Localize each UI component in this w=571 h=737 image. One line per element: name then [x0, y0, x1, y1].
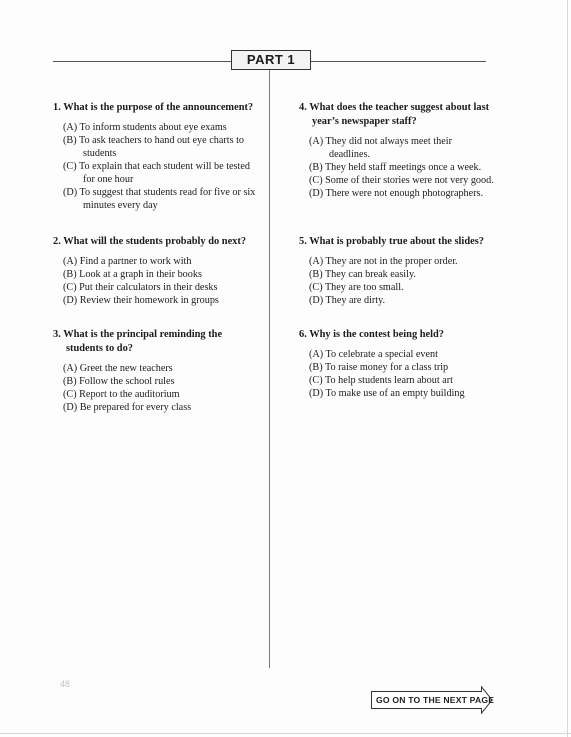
- answer-option-c: (C) To help students learn about art: [309, 375, 453, 386]
- page-number: 48: [60, 679, 71, 689]
- question-1: [53, 101, 258, 212]
- header-rule-right: [311, 61, 486, 62]
- answer-option-a: (A) To celebrate a special event: [309, 349, 438, 360]
- question-title: 4. What does the teacher suggest about last year’s newspaper staff?: [299, 102, 490, 127]
- question-4: [299, 101, 499, 200]
- column-divider: [269, 70, 270, 668]
- answer-option-a: (A) Greet the new teachers: [63, 363, 173, 374]
- answer-option-d: (D) There were not enough photographers.: [309, 188, 484, 199]
- page-edge: [0, 733, 571, 734]
- answer-option-a: (A) They did not always meet their deadlines.: [309, 136, 452, 160]
- question-title: 6. Why is the contest being held?: [299, 329, 445, 340]
- question-6: [299, 328, 499, 400]
- answer-option-c: (C) To explain that each student will be tested for one hour: [63, 161, 250, 185]
- answer-option-d: (D) To suggest that students read for five or six minutes every day: [63, 187, 256, 211]
- next-page-arrow: [371, 686, 493, 714]
- answer-option-c: (C) Put their calculators in their desks: [63, 282, 218, 293]
- answer-option-c: (C) They are too small.: [309, 282, 404, 293]
- answer-option-b: (B) Follow the school rules: [63, 376, 175, 387]
- part-heading: PART 1: [231, 50, 311, 70]
- question-5: [299, 235, 499, 307]
- page-edge: [567, 0, 568, 737]
- question-2: [53, 235, 258, 307]
- answer-option-c: (C) Some of their stories were not very good.: [309, 175, 494, 186]
- answer-option-a: (A) Find a partner to work with: [63, 256, 192, 267]
- question-title: 3. What is the principal reminding the students to do?: [53, 329, 223, 354]
- question-title: 2. What will the students probably do next?: [53, 236, 247, 247]
- answer-option-d: (D) Be prepared for every class: [63, 402, 192, 413]
- answer-option-b: (B) They can break easily.: [309, 269, 416, 280]
- question-title: 1. What is the purpose of the announcement?: [53, 102, 254, 113]
- answer-option-c: (C) Report to the auditorium: [63, 389, 180, 400]
- answer-option-b: (B) To ask teachers to hand out eye charts to students: [63, 135, 245, 159]
- answer-option-d: (D) To make use of an empty building: [309, 388, 465, 399]
- answer-option-b: (B) Look at a graph in their books: [63, 269, 202, 280]
- answer-option-a: (A) To inform students about eye exams: [63, 122, 227, 133]
- next-page-label: GO ON TO THE NEXT PAGE: [376, 695, 495, 705]
- question-title: 5. What is probably true about the slides?: [299, 236, 484, 247]
- answer-option-b: (B) To raise money for a class trip: [309, 362, 449, 373]
- answer-option-b: (B) They held staff meetings once a week.: [309, 162, 482, 173]
- answer-option-a: (A) They are not in the proper order.: [309, 256, 458, 267]
- header-rule-left: [53, 61, 231, 62]
- answer-option-d: (D) They are dirty.: [309, 295, 386, 306]
- answer-option-d: (D) Review their homework in groups: [63, 295, 219, 306]
- question-3: [53, 328, 258, 414]
